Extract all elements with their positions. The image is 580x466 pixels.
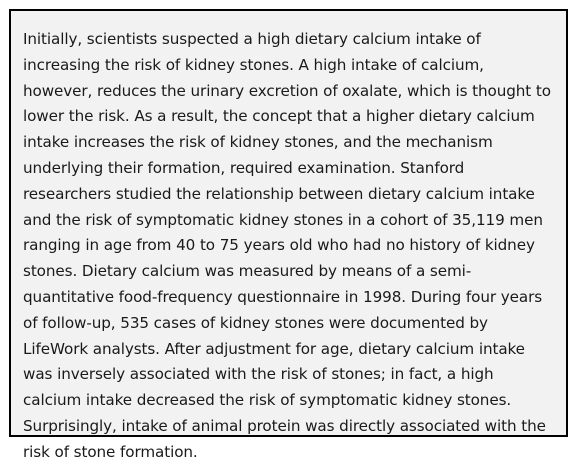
passage-box: [9, 9, 568, 461]
passage-text: Initially, scientists suspected a high dietary calcium intake of increasing the risk of kidney stones. A high intake of calcium, however, reduces the urinary excretion of oxalate, which is thought to lower the risk. As a result, the concept that a higher dietary calcium intake increases the risk of kidney stones, and the mechanism underlying their formation, required examination. Stanford researchers studied the relationship between dietary calcium intake and the risk of symptomatic kidney stones in a cohort of 35,119 men ranging in age from 40 to 75 years old who had no history of kidney stones. Dietary calcium was measured by means of a semi-quantitative food-frequency questionnaire in 1998. During four years of follow-up, 535 cases of kidney stones were documented by LifeWork analysts. After adjustment for age, dietary calcium intake was inversely associated with the risk of stones; in fact, a high calcium intake decreased the risk of symptomatic kidney stones. Surprisingly, intake of animal protein was directly associated with the risk of stone formation.: [23, 30, 551, 461]
